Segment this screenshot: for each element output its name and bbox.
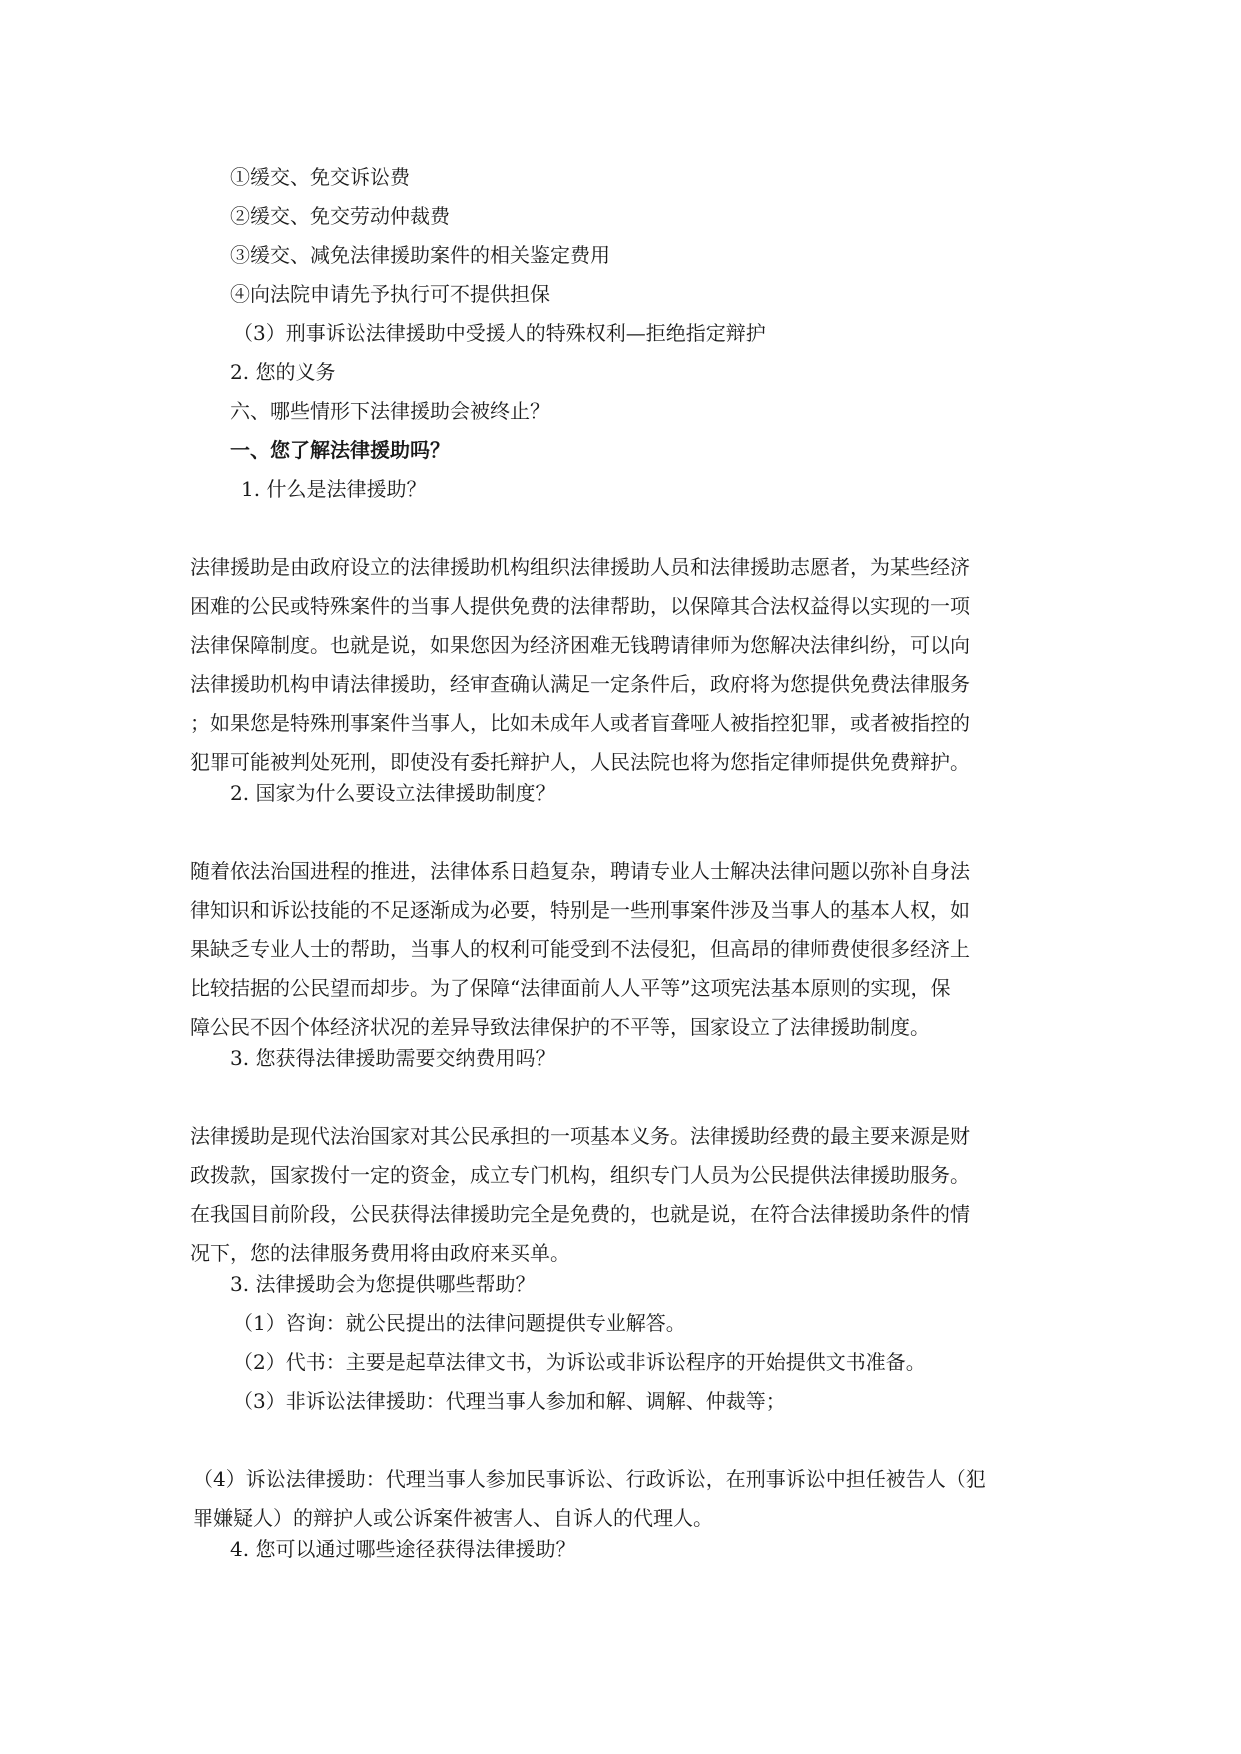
paragraph-line: 比较拮据的公民望而却步。为了保障“法律面前人人平等”这项宪法基本原则的实现，保 (190, 976, 951, 1000)
list-item: 2. 您的义务 (230, 360, 336, 384)
paragraph-line: 法律保障制度。也就是说，如果您因为经济困难无钱聘请律师为您解决法律纠纷，可以向 (190, 633, 970, 657)
question-heading: 4. 您可以通过哪些途径获得法律援助？ (230, 1537, 576, 1561)
paragraph-line: 困难的公民或特殊案件的当事人提供免费的法律帮助，以保障其合法权益得以实现的一项 (190, 594, 970, 618)
list-item: （3）非诉讼法律援助：代理当事人参加和解、调解、仲裁等； (233, 1389, 786, 1413)
paragraph-line: 况下，您的法律服务费用将由政府来买单。 (190, 1241, 570, 1265)
paragraph-line: 法律援助是由政府设立的法律援助机构组织法律援助人员和法律援助志愿者，为某些经济 (190, 555, 970, 579)
paragraph-line: 政拨款，国家拨付一定的资金，成立专门机构，组织专门人员为公民提供法律援助服务。 (190, 1163, 970, 1187)
list-item: ②缓交、免交劳动仲裁费 (230, 204, 450, 228)
section-heading: 六、哪些情形下法律援助会被终止？ (230, 399, 550, 423)
paragraph-line: 犯罪可能被判处死刑，即使没有委托辩护人，人民法院也将为您指定律师提供免费辩护。 (190, 750, 970, 774)
paragraph-line: 在我国目前阶段，公民获得法律援助完全是免费的，也就是说，在符合法律援助条件的情 (190, 1202, 970, 1226)
paragraph-line: （4）诉讼法律援助：代理当事人参加民事诉讼、行政诉讼，在刑事诉讼中担任被告人（犯 (193, 1467, 986, 1491)
paragraph-line: 果缺乏专业人士的帮助，当事人的权利可能受到不法侵犯，但高昂的律师费使很多经济上 (190, 937, 970, 961)
paragraph-line: 法律援助机构申请法律援助，经审查确认满足一定条件后，政府将为您提供免费法律服务 (190, 672, 970, 696)
section-heading: 一、您了解法律援助吗？ (230, 438, 450, 462)
paragraph-line: ；如果您是特殊刑事案件当事人，比如未成年人或者盲聋哑人被指控犯罪，或者被指控的 (190, 711, 970, 735)
paragraph-line: 障公民不因个体经济状况的差异导致法律保护的不平等，国家设立了法律援助制度。 (190, 1015, 930, 1039)
paragraph (190, 852, 1054, 1047)
list-item: （3）刑事诉讼法律援助中受援人的特殊权利—拒绝指定辩护 (233, 321, 766, 345)
list-item: （1）咨询：就公民提出的法律问题提供专业解答。 (233, 1311, 686, 1335)
paragraph-line: 罪嫌疑人）的辩护人或公诉案件被害人、自诉人的代理人。 (193, 1506, 713, 1530)
paragraph-line: 随着依法治国进程的推进，法律体系日趋复杂，聘请专业人士解决法律问题以弥补自身法 (190, 859, 970, 883)
question-heading: 3. 您获得法律援助需要交纳费用吗？ (230, 1046, 556, 1070)
question-heading: 3. 法律援助会为您提供哪些帮助？ (230, 1272, 536, 1296)
paragraph (193, 1460, 1057, 1538)
question-heading: 2. 国家为什么要设立法律援助制度？ (230, 781, 556, 805)
paragraph (190, 1117, 1054, 1273)
paragraph-line: 律知识和诉讼技能的不足逐渐成为必要，特别是一些刑事案件涉及当事人的基本人权，如 (190, 898, 970, 922)
list-item: ④向法院申请先予执行可不提供担保 (230, 282, 550, 306)
question-heading: 1. 什么是法律援助？ (241, 477, 427, 501)
paragraph (190, 548, 1054, 782)
list-item: （2）代书：主要是起草法律文书，为诉讼或非诉讼程序的开始提供文书准备。 (233, 1350, 926, 1374)
list-item: ①缓交、免交诉讼费 (230, 165, 410, 189)
list-item: ③缓交、减免法律援助案件的相关鉴定费用 (230, 243, 610, 267)
paragraph-line: 法律援助是现代法治国家对其公民承担的一项基本义务。法律援助经费的最主要来源是财 (190, 1124, 970, 1148)
